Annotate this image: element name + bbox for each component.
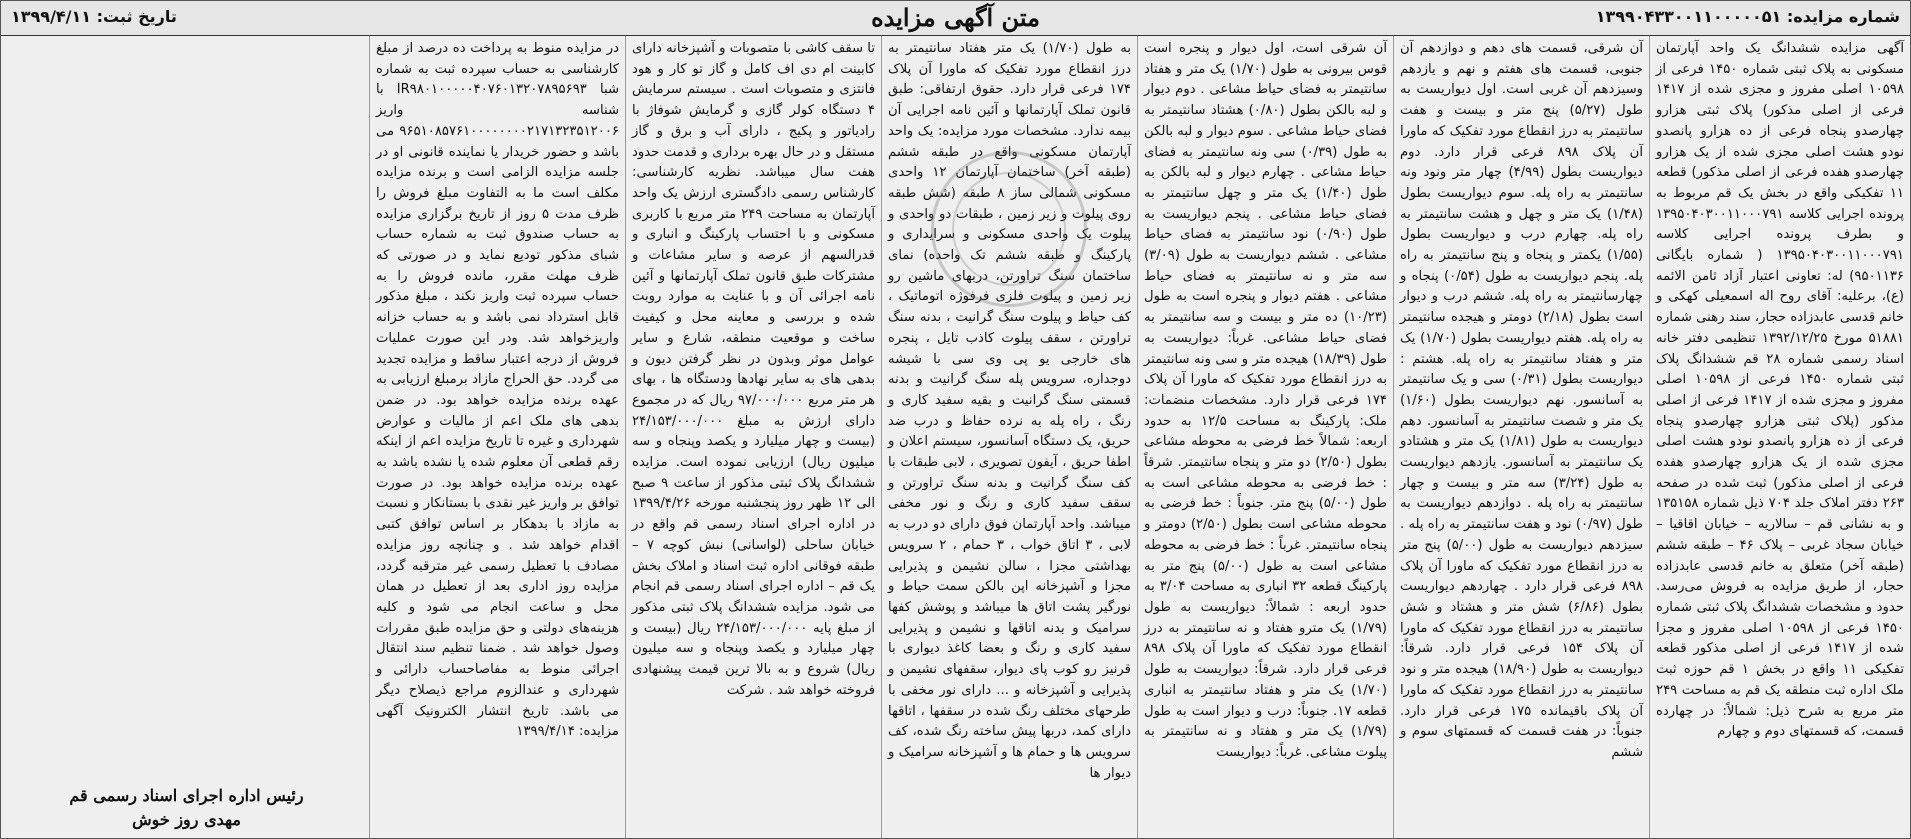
column-text: آن شرقی است، اول دیوار و پنجره است قوس بیرونی به طول (۱/۷۰) یک متر و هفتاد سانتیمتر به فضای حیاط مشاعی . دوم دیوار و لبه بالکن بطول (۰/۸۰) هشتاد سانتیمتر به فضای حیاط مشاعی . سوم دیوار و لبه بالکن به طول (۰/۳۹) سی ونه سانتیمتر به فضای حیاط مشاعی . چهارم دیوار و لبه بالکن به طول (۱/۴۰) یک متر و چهل سانتیمتر به فضای حیاط مشاعی . پنجم دیواریست به طول (۰/۹۰) نود سانتیمتر به فضای حیاط مشاعی . ششم دیواریست به طول (۳/۰۹) سه متر و نه سانتیمتر به فضای حیاط مشاعی . هفتم دیوار و پنجره است به طول (۱۰/۲۳) ده متر و بیست و سه سانتیمتر به فضای حیاط مشاعی. غرباً: دیواریست به طول (۱۸/۳۹) هیجده متر و سی ونه سانتیمتر به درز انقطاع مورد تفکیک که ماورا آن پلاک ۱۷۴ فرعی قرار دارد. مشخصات منضمات: ملک: پارکینگ به مساحت ۱۲/۵ به حدود اربعه: شمالاً خط فرضی به محوطه مشاعی بطول (۲/۵۰) دو متر و پنجاه سانتیمتر. شرقاً : خط فرضی به محوطه مشاعی است به طول (۵/۰۰) پنج متر. جنوباً : خط فرضی به محوطه مشاعی است بطول (۲/۵۰) دومتر و پنجاه سانتیمتر. غرباً : خط فرضی به محوطه مشاعی است به طول (۵/۰۰) پنج متر به پارکینگ قطعه ۳۲ انباری به مساحت ۳/۰۴ به حدود اربعه : شمالاً: دیواریست به طول (۱/۷۹) یک مترو هفتاد و نه سانتیمتر به درز انقطاع مورد تفکیک که ماورا آن پلاک ۸۹۸ فرعی قرار دارد. شرقاً: دیواریست به طول (۱/۷۰) یک متر و هفتاد سانتیمتر به انباری قطعه ۱۷. جنوباً: درب و دیوار است به طول (۱/۷۹) یک متر و هفتاد و نه سانتیمتر به پیلوت مشاعی. غرباً: دیواریست xyxy=(1144,41,1387,760)
notice-title: متن آگهی مزایده xyxy=(871,3,1040,32)
signature-name: مهدی روز خوش xyxy=(132,810,241,829)
notice-body xyxy=(1,36,1910,838)
column-text: در مزایده منوط به پرداخت ده درصد از مبلغ کارشناسی به حساب سپرده ثبت به شماره شبا IR۹۸۰۱۰۰۰۰۰۴۰۷۶۰۱۳۲۰۷۸۹۵۶۹۳ با شناسه واریز ۹۶۵۱۰۸۵۷۶۱۰۰۰۰۰۰۰۰۲۱۷۱۳۲۳۵۱۲۰۰۶ می باشد و حضور خریدار یا نماینده قانونی او در جلسه مزایده الزامی است و برنده مزایده مکلف است ما به التفاوت مبلغ فروش را ظرف مدت ۵ روز از تاریخ برگزاری مزایده به حساب صندوق ثبت به شماره حساب شبای مذکور توديع نمايد و در صورتی که ظرف مهلت مقرر، مانده فروش را به حساب سپرده ثبت واریز نکند ، مبلغ مذکور قابل استرداد نمی باشد و به حساب خزانه واریزخواهد شد. ودر این صورت عملیات فروش از درجه اعتبار ساقط و مزایده تجدید می گردد. حق الحراج مازاد برمبلغ ارزیابی به عهده برنده مزایده خواهد بود. در ضمن بدهی های ملک اعم از مالیات و عوارض شهرداری و غیره تا تاریخ مزایده اعم از اینکه رقم قطعی آن معلوم شده یا نشده باشد به عهده برنده مزایده خواهد بود. در صورت توافق بر واریز غیر نقدی با بستانکار و نسبت به مازاد با بدهکار بر اساس توافق کتبی اقدام خواهد شد . و چنانچه روز مزایده مصادف با تعطیل رسمی غیر مترقبه گردد، مزایده روز اداری بعد از تعطیل در همان محل و ساعت انجام می شود و کلیه هزینه‌های دولتی و حق مزایده طبق مقررات وصول خواهد شد . ضمنا تنظیم سند انتقال اجرائی منوط به مفاصاحساب دارائی و شهرداری و عندالزوم مراجع ذیصلاح دیگر می باشد. تاریخ انتشار الکترونیک آگهی مزایده: ۱۳۹۹/۴/۱۴ xyxy=(376,41,619,740)
text-column-6 xyxy=(370,36,626,838)
text-column-2 xyxy=(1394,36,1650,838)
auction-number: شماره مزایده: ۱۳۹۹۰۴۳۳۰۰۱۱۰۰۰۰۰۵۱ xyxy=(1595,7,1900,26)
text-column-4 xyxy=(882,36,1138,838)
text-column-7 xyxy=(1,36,370,838)
registration-date: تاریخ ثبت: ۱۳۹۹/۴/۱۱ xyxy=(11,7,177,26)
column-text: تا سقف کاشی با متصوبات و آشپزخانه دارای کابینت ام دی اف کامل و گاز تو کار و هود فانتزی و متصوبات است . سیستم سرمایش ۴ دستگاه کولر گازی و گرمایش شوفاژ با رادیاتور و پکیج ، دارای آب و برق و گاز مستقل و در حال بهره برداری و قدمت حدود هفت سال میباشد. نظریه کارشناسی: کارشناس رسمی دادگستری ارزش یک واحد آپارتمان به مساحت ۲۴۹ متر مربع با کاربری مسکونی و با احتساب پارکینگ و انباری و قدرالسهم از عرصه و سایر مشاعات و مشترکات طبق قانون تملک آپارتمانها و آئین نامه اجرائی آن و با عنایت به موارد روبت شده و بررسی و معاینه محل و کیفیت ساخت و موقعیت منطقه، شارع و سایر عوامل موثر وبدون در نظر گرفتن دیون و بدهی های به سایر نهادها ودستگاه ها ، بهای هر متر مربع ۹۷/۰۰۰/۰۰۰ ریال که در مجموع دارای ارزش به مبلغ ۲۴/۱۵۳/۰۰۰/۰۰۰ (بیست و چهار میلیارد و یکصد وپنجاه و سه میلیون ریال) ارزیابی نموده است. مزایده ششدانگ پلاک ثبتی مذکور از ساعت ۹ صبح الی ۱۲ ظهر روز پنجشنبه مورخه ۱۳۹۹/۴/۲۶ در اداره اجرای اسناد رسمی قم واقع در خیابان ساحلی (لواسانی) نبش کوچه ۷ – طبقه فوقانی اداره ثبت اسناد و املاک بخش یک قم – اداره اجرای اسناد رسمی قم انجام می شود. مزایده ششدانگ پلاک ثبتی مذکور از مبلغ پایه ۲۴/۱۵۳/۰۰۰/۰۰۰ ریال (بیست و چهار میلیارد و یکصد وپنجاه و سه میلیون ریال) شروع و به بالا ترین قیمت پیشنهادی فروخته خواهد شد . شرکت xyxy=(632,41,875,698)
column-text: آن شرقی، قسمت های دهم و دوازدهم آن جنوبی، قسمت های هفتم و نهم و یازدهم وسیزدهم آن غربی است. اول دیواریست به طول (۵/۲۷) پنج متر و بیست و هفت سانتیمتر به درز انقطاع مورد تفکیک که ماورا آن پلاک ۸۹۸ فرعی قرار دارد. دوم دیواریست بطول (۴/۹۹) چهار متر ونود ونه سانتیمتر به راه پله. سوم دیواریست بطول (۱/۴۸) یک متر و چهل و هشت سانتیمتر به راه پله. چهارم درب و دیواریست بطول (۱/۵۵) یکمتر و پنجاه و پنج سانتیمتر به راه پله. پنجم دیواریست به طول (۰/۵۴) پنجاه و چهارسانتیمتر به راه پله. ششم درب و دیوار است بطول (۲/۱۸) دومتر و هیجده سانتیمتر به راه پله. هفتم دیواریست بطول (۱/۷۰) یک متر و هفتاد سانتیمتر به راه پله. هشتم : دیواریست بطول (۰/۳۱) سی و یک سانتیمتر به آسانسور. نهم دیواریست بطول (۱/۶۰) یک متر و شصت سانتیمتر به آسانسور. دهم دیواریست به طول (۱/۸۱) یک متر و هشتادو یک سانتیمتر به آسانسور. یازدهم دیواریست به طول (۳/۲۴) سه متر و بیست و چهار سانتیمتر به راه پله . دوازدهم دیواریست به طول (۰/۹۷) نود و هفت سانتیمتر به راه پله . سیزدهم دیواریست به طول (۵/۰۰) پنج متر به درز انقطاع مورد تفکیک که ماورا آن پلاک ۸۹۸ فرعی قرار دارد . چهاردهم دیواریست بطول (۶/۸۶) شش متر و هشتاد و شش سانتیمتر به درز انقطاع مورد تفکیک که ماورا آن پلاک ۱۵۴ فرعی قرار دارد. شرقاً: دیواریست به طول (۱۸/۹۰) هیجده متر و نود سانتیمتر به درز انقطاع مورد تفکیک که ماورا آن پلاک باقیمانده ۱۷۵ فرعی قرار دارد. جنوباً: در هفت قسمت که قسمتهای سوم و ششم xyxy=(1400,41,1644,760)
signature-block xyxy=(9,784,364,832)
notice-header xyxy=(1,1,1910,36)
column-text: آگهی مزایده ششدانگ یک واحد آپارتمان مسکونی به پلاک ثبتی شماره ۱۴۵۰ فرعی از ۱۰۵۹۸ اصلی مفروز و مجزی شده از ۱۴۱۷ فرعی از اصلی مذکور) پلاک ثبتی هزارو چهارصدو پنجاه فرعی از ده هزارو پانصدو نودو هشت اصلی مجزی شده از یک هزارو چهارصدو هفده فرعی از اصلی مذکور) قطعه ۱۱ تفکیکی واقع در بخش یک قم مربوط به پرونده اجرایی کلاسه ۱۳۹۵۰۴۰۳۰۰۱۱۰۰۰۷۹۱ و بطرف پرونده اجرایی کلاسه ۱۳۹۵۰۴۰۳۰۰۱۱۰۰۰۷۹۱ ( شماره بایگانی ۹۵۰۱۱۳۶) له: تعاونی اعتبار آزاد ثامن الائمه (ع)، برعلیه: آقای روح اله اسمعیلی کهکی و خانم قدسی عابدزاده حجار، سند رهنی شماره ۵۱۸۸۱ مورخ ۱۳۹۲/۱۲/۲۵ تنظیمی دفتر خانه اسناد رسمی شماره ۲۸ قم ششدانگ پلاک ثبتی شماره ۱۴۵۰ فرعی از ۱۰۵۹۸ اصلی مفروز و مجزی شده از ۱۴۱۷ فرعی از اصلی مذکور (پلاک ثبتی هزارو چهارصدو پنجاه فرعی از ده هزارو پانصدو نودو هشت اصلی مجزی شده از یک هزارو چهارصدو هفده فرعی از اصلی مذکور) ثبت شده در صفحه ۲۶۳ دفتر املاک جلد ۷۰۴ ذیل شماره ۱۳۵۱۵۸ و به نشانی قم – سالاریه – خیابان اقاقیا – خیابان سجاد غربی – پلاک ۴۶ – طبقه ششم (طبقه آخر) متعلق به خانم قدسی عابدزاده حجار، از طریق مزایده به فروش می‌رسد. حدود و مشخصات ششدانگ پلاک ثبتی شماره ۱۴۵۰ فرعی از ۱۰۵۹۸ اصلی مفروز و مجزا شده از ۱۴۱۷ فرعی از اصلی مذکور قطعه تفکیکی ۱۱ واقع در بخش ۱ قم حوزه ثبت ملک اداره ثبت منطقه یک قم به مساحت ۲۴۹ متر مربع به شرح ذیل: شمالاً: در چهارده قسمت، که قسمتهای دوم و چهارم xyxy=(1656,41,1905,740)
text-column-3 xyxy=(1138,36,1394,838)
column-text: به طول (۱/۷۰) یک متر هفتاد سانتیمتر به درز انقطاع مورد تفکیک که ماورا آن پلاک ۱۷۴ فرعی قرار دارد. حقوق ارتفاقی: طبق قانون تملک آپارتمانها و آئین نامه اجرایی آن بیمه ندارد. مشخصات مورد مزایده: یک واحد آپارتمان مسکونی واقع در طبقه ششم (طبقه آخر) ساختمان آپارتمان ۱۲ واحدی مسکونی شمالی ساز ۸ طبقه (شش طبقه روی پیلوت و زیر زمین ، طبقات دو واحدی و پیلوت یک واحدی مسکونی و سرایداری و پارکینگ و طبقه ششم تک واحده) نمای ساختمان سنگ تراورتن، دربهای ماشین رو زیر زمین و پیلوت فلزی فرفوژه اتوماتیک ، کف حیاط و پیلوت سنگ گرانیت ، بدنه سنگ تراورتن ، سقف پیلوت کاذب تایل ، پنجره های خارجی یو پی وی سی با شیشه دوجداره، سرویس پله سنگ گرانیت و بدنه قسمتی سنگ گرانیت و بقیه سفید کاری و رنگ ، راه پله به نرده حفاظ و درب ضد حریق، یک دستگاه آسانسور، سیستم اعلان و اطفا حریق ، آیفون تصویری ، لابی طبقات با کف سنگ گرانیت و بدنه سنگ تراورتن و سقف سفید کاری و رنگ و نور مخفی میباشد. واحد آپارتمان فوق دارای دو درب به لابی ، ۳ اتاق خواب ، ۳ حمام ، ۲ سرویس بهداشتی مجزا ، سالن نشیمن و پذیرایی مجزا و آشپزخانه اپن بالکن سمت حیاط و نورگیر پشت اتاق ها میباشد و پوشش کفها سرامیک و بدنه اتاقها و نشیمن و پذیرایی سفید کاری و رنگ و بعضا کاغذ دیواری با قرنیز رو کوب پای دیوار، سقفهای نشیمن و پذیرایی و آشپزخانه و ... دارای نور مخفی با طرحهای مختلف رنگ شده در سقفها ، اتاقها دارای کمد، دربها پیش ساخته رنگ شده، کف سرویس ها و حمام ها و آشپزخانه سرامیک و دیوار ها xyxy=(888,41,1131,781)
text-column-1 xyxy=(1650,36,1910,838)
text-column-5 xyxy=(626,36,882,838)
signature-title: رئیس اداره اجرای اسناد رسمی قم xyxy=(69,786,304,805)
